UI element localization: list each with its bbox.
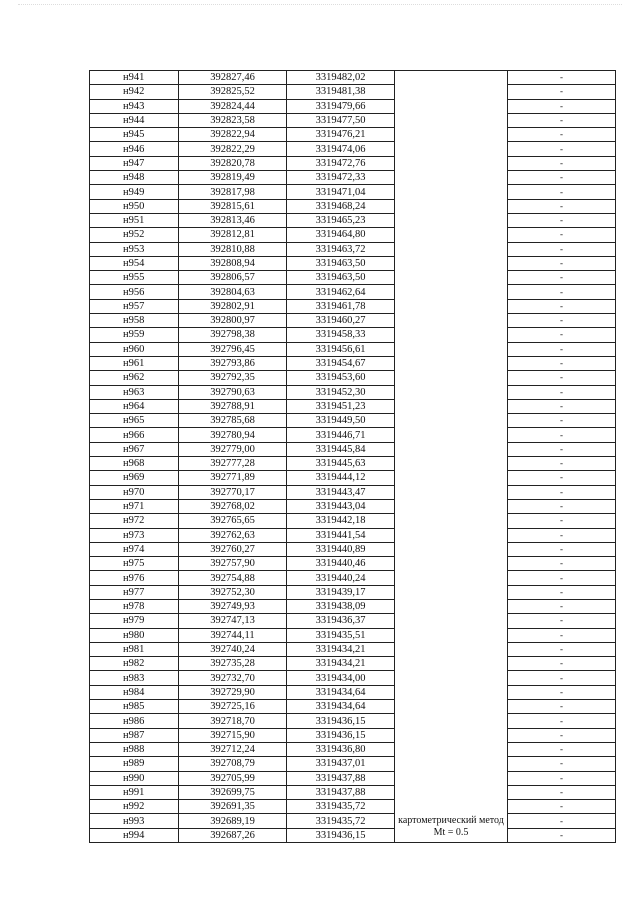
y-coordinate-cell: 3319441,54 — [287, 528, 395, 542]
point-id-cell: н944 — [90, 113, 179, 127]
note-cell: - — [508, 642, 616, 656]
point-id-cell: н958 — [90, 314, 179, 328]
table-row — [90, 614, 616, 628]
x-coordinate-cell: 392760,27 — [179, 542, 287, 556]
table-row — [90, 428, 616, 442]
y-coordinate-cell: 3319445,63 — [287, 457, 395, 471]
x-coordinate-cell: 392820,78 — [179, 156, 287, 170]
y-coordinate-cell: 3319463,50 — [287, 256, 395, 270]
table-row — [90, 385, 616, 399]
y-coordinate-cell: 3319476,21 — [287, 128, 395, 142]
table-row — [90, 542, 616, 556]
x-coordinate-cell: 392768,02 — [179, 499, 287, 513]
point-id-cell: н962 — [90, 371, 179, 385]
x-coordinate-cell: 392822,94 — [179, 128, 287, 142]
y-coordinate-cell: 3319435,72 — [287, 800, 395, 814]
point-id-cell: н941 — [90, 71, 179, 85]
table-row — [90, 99, 616, 113]
y-coordinate-cell: 3319436,15 — [287, 714, 395, 728]
y-coordinate-cell: 3319434,21 — [287, 657, 395, 671]
x-coordinate-cell: 392819,49 — [179, 171, 287, 185]
y-coordinate-cell: 3319435,72 — [287, 814, 395, 828]
y-coordinate-cell: 3319442,18 — [287, 514, 395, 528]
x-coordinate-cell: 392790,63 — [179, 385, 287, 399]
note-cell: - — [508, 700, 616, 714]
point-id-cell: н963 — [90, 385, 179, 399]
x-coordinate-cell: 392735,28 — [179, 657, 287, 671]
note-cell: - — [508, 271, 616, 285]
table-row — [90, 742, 616, 756]
note-cell: - — [508, 256, 616, 270]
point-id-cell: н948 — [90, 171, 179, 185]
method-cell: картометрический метод Mt = 0.5 — [395, 71, 508, 843]
y-coordinate-cell: 3319461,78 — [287, 299, 395, 313]
x-coordinate-cell: 392699,75 — [179, 785, 287, 799]
note-cell: - — [508, 528, 616, 542]
point-id-cell: н977 — [90, 585, 179, 599]
note-cell: - — [508, 628, 616, 642]
note-cell: - — [508, 128, 616, 142]
table-row — [90, 514, 616, 528]
y-coordinate-cell: 3319445,84 — [287, 442, 395, 456]
y-coordinate-cell: 3319434,64 — [287, 700, 395, 714]
y-coordinate-cell: 3319436,15 — [287, 728, 395, 742]
x-coordinate-cell: 392732,70 — [179, 671, 287, 685]
point-id-cell: н981 — [90, 642, 179, 656]
x-coordinate-cell: 392796,45 — [179, 342, 287, 356]
y-coordinate-cell: 3319463,50 — [287, 271, 395, 285]
point-id-cell: н992 — [90, 800, 179, 814]
point-id-cell: н957 — [90, 299, 179, 313]
note-cell: - — [508, 728, 616, 742]
note-cell: - — [508, 671, 616, 685]
x-coordinate-cell: 392712,24 — [179, 742, 287, 756]
point-id-cell: н975 — [90, 557, 179, 571]
table-row — [90, 242, 616, 256]
note-cell: - — [508, 99, 616, 113]
point-id-cell: н974 — [90, 542, 179, 556]
point-id-cell: н985 — [90, 700, 179, 714]
point-id-cell: н978 — [90, 599, 179, 613]
table-row — [90, 71, 616, 85]
note-cell: - — [508, 771, 616, 785]
table-row — [90, 800, 616, 814]
coordinates-table — [89, 70, 616, 843]
y-coordinate-cell: 3319481,38 — [287, 85, 395, 99]
table-row — [90, 199, 616, 213]
x-coordinate-cell: 392744,11 — [179, 628, 287, 642]
note-cell: - — [508, 399, 616, 413]
y-coordinate-cell: 3319453,60 — [287, 371, 395, 385]
point-id-cell: н964 — [90, 399, 179, 413]
table-row — [90, 771, 616, 785]
x-coordinate-cell: 392780,94 — [179, 428, 287, 442]
table-row — [90, 299, 616, 313]
table-row — [90, 128, 616, 142]
point-id-cell: н994 — [90, 828, 179, 842]
x-coordinate-cell: 392813,46 — [179, 213, 287, 227]
note-cell: - — [508, 785, 616, 799]
point-id-cell: н947 — [90, 156, 179, 170]
table-row — [90, 528, 616, 542]
note-cell: - — [508, 285, 616, 299]
point-id-cell: н950 — [90, 199, 179, 213]
x-coordinate-cell: 392770,17 — [179, 485, 287, 499]
x-coordinate-cell: 392762,63 — [179, 528, 287, 542]
x-coordinate-cell: 392752,30 — [179, 585, 287, 599]
note-cell: - — [508, 457, 616, 471]
x-coordinate-cell: 392806,57 — [179, 271, 287, 285]
y-coordinate-cell: 3319474,06 — [287, 142, 395, 156]
table-row — [90, 499, 616, 513]
note-cell: - — [508, 542, 616, 556]
y-coordinate-cell: 3319443,04 — [287, 499, 395, 513]
point-id-cell: н949 — [90, 185, 179, 199]
x-coordinate-cell: 392705,99 — [179, 771, 287, 785]
note-cell: - — [508, 242, 616, 256]
table-row — [90, 700, 616, 714]
note-cell: - — [508, 800, 616, 814]
x-coordinate-cell: 392689,19 — [179, 814, 287, 828]
point-id-cell: н967 — [90, 442, 179, 456]
x-coordinate-cell: 392802,91 — [179, 299, 287, 313]
x-coordinate-cell: 392754,88 — [179, 571, 287, 585]
note-cell: - — [508, 414, 616, 428]
table-row — [90, 485, 616, 499]
note-cell: - — [508, 342, 616, 356]
table-row — [90, 671, 616, 685]
x-coordinate-cell: 392798,38 — [179, 328, 287, 342]
y-coordinate-cell: 3319434,64 — [287, 685, 395, 699]
coordinates-table-body — [90, 71, 616, 843]
x-coordinate-cell: 392771,89 — [179, 471, 287, 485]
table-row — [90, 728, 616, 742]
table-row — [90, 85, 616, 99]
note-cell: - — [508, 571, 616, 585]
note-cell: - — [508, 328, 616, 342]
y-coordinate-cell: 3319471,04 — [287, 185, 395, 199]
x-coordinate-cell: 392691,35 — [179, 800, 287, 814]
point-id-cell: н989 — [90, 757, 179, 771]
note-cell: - — [508, 356, 616, 370]
table-row — [90, 814, 616, 828]
table-row — [90, 685, 616, 699]
point-id-cell: н968 — [90, 457, 179, 471]
note-cell: - — [508, 185, 616, 199]
note-cell: - — [508, 314, 616, 328]
point-id-cell: н942 — [90, 85, 179, 99]
point-id-cell: н990 — [90, 771, 179, 785]
y-coordinate-cell: 3319437,88 — [287, 771, 395, 785]
x-coordinate-cell: 392718,70 — [179, 714, 287, 728]
note-cell: - — [508, 742, 616, 756]
note-cell: - — [508, 828, 616, 842]
point-id-cell: н970 — [90, 485, 179, 499]
point-id-cell: н945 — [90, 128, 179, 142]
note-cell: - — [508, 213, 616, 227]
x-coordinate-cell: 392708,79 — [179, 757, 287, 771]
x-coordinate-cell: 392715,90 — [179, 728, 287, 742]
note-cell: - — [508, 156, 616, 170]
x-coordinate-cell: 392800,97 — [179, 314, 287, 328]
point-id-cell: н951 — [90, 213, 179, 227]
table-row — [90, 228, 616, 242]
table-row — [90, 271, 616, 285]
x-coordinate-cell: 392779,00 — [179, 442, 287, 456]
point-id-cell: н972 — [90, 514, 179, 528]
point-id-cell: н983 — [90, 671, 179, 685]
point-id-cell: н986 — [90, 714, 179, 728]
table-row — [90, 828, 616, 842]
x-coordinate-cell: 392810,88 — [179, 242, 287, 256]
y-coordinate-cell: 3319479,66 — [287, 99, 395, 113]
y-coordinate-cell: 3319437,88 — [287, 785, 395, 799]
table-row — [90, 356, 616, 370]
table-row — [90, 642, 616, 656]
note-cell: - — [508, 442, 616, 456]
point-id-cell: н988 — [90, 742, 179, 756]
x-coordinate-cell: 392788,91 — [179, 399, 287, 413]
note-cell: - — [508, 142, 616, 156]
table-row — [90, 142, 616, 156]
y-coordinate-cell: 3319440,89 — [287, 542, 395, 556]
page-header-noise — [18, 4, 622, 19]
point-id-cell: н976 — [90, 571, 179, 585]
y-coordinate-cell: 3319436,37 — [287, 614, 395, 628]
table-row — [90, 256, 616, 270]
note-cell: - — [508, 371, 616, 385]
note-cell: - — [508, 485, 616, 499]
x-coordinate-cell: 392785,68 — [179, 414, 287, 428]
note-cell: - — [508, 514, 616, 528]
table-row — [90, 757, 616, 771]
x-coordinate-cell: 392825,52 — [179, 85, 287, 99]
note-cell: - — [508, 71, 616, 85]
note-cell: - — [508, 685, 616, 699]
table-row — [90, 599, 616, 613]
y-coordinate-cell: 3319477,50 — [287, 113, 395, 127]
point-id-cell: н966 — [90, 428, 179, 442]
point-id-cell: н954 — [90, 256, 179, 270]
y-coordinate-cell: 3319464,80 — [287, 228, 395, 242]
y-coordinate-cell: 3319454,67 — [287, 356, 395, 370]
y-coordinate-cell: 3319449,50 — [287, 414, 395, 428]
x-coordinate-cell: 392823,58 — [179, 113, 287, 127]
table-row — [90, 414, 616, 428]
note-cell: - — [508, 471, 616, 485]
note-cell: - — [508, 171, 616, 185]
y-coordinate-cell: 3319437,01 — [287, 757, 395, 771]
y-coordinate-cell: 3319446,71 — [287, 428, 395, 442]
x-coordinate-cell: 392822,29 — [179, 142, 287, 156]
y-coordinate-cell: 3319444,12 — [287, 471, 395, 485]
note-cell: - — [508, 385, 616, 399]
point-id-cell: н993 — [90, 814, 179, 828]
point-id-cell: н952 — [90, 228, 179, 242]
table-row — [90, 585, 616, 599]
y-coordinate-cell: 3319439,17 — [287, 585, 395, 599]
y-coordinate-cell: 3319451,23 — [287, 399, 395, 413]
x-coordinate-cell: 392777,28 — [179, 457, 287, 471]
x-coordinate-cell: 392812,81 — [179, 228, 287, 242]
y-coordinate-cell: 3319463,72 — [287, 242, 395, 256]
table-row — [90, 442, 616, 456]
table-row — [90, 113, 616, 127]
y-coordinate-cell: 3319460,27 — [287, 314, 395, 328]
point-id-cell: н971 — [90, 499, 179, 513]
note-cell: - — [508, 499, 616, 513]
table-row — [90, 628, 616, 642]
x-coordinate-cell: 392815,61 — [179, 199, 287, 213]
point-id-cell: н961 — [90, 356, 179, 370]
y-coordinate-cell: 3319468,24 — [287, 199, 395, 213]
y-coordinate-cell: 3319440,46 — [287, 557, 395, 571]
note-cell: - — [508, 585, 616, 599]
y-coordinate-cell: 3319482,02 — [287, 71, 395, 85]
note-cell: - — [508, 428, 616, 442]
note-cell: - — [508, 757, 616, 771]
note-cell: - — [508, 299, 616, 313]
table-row — [90, 213, 616, 227]
note-cell: - — [508, 228, 616, 242]
x-coordinate-cell: 392747,13 — [179, 614, 287, 628]
point-id-cell: н953 — [90, 242, 179, 256]
note-cell: - — [508, 814, 616, 828]
note-cell: - — [508, 85, 616, 99]
point-id-cell: н991 — [90, 785, 179, 799]
point-id-cell: н943 — [90, 99, 179, 113]
y-coordinate-cell: 3319465,23 — [287, 213, 395, 227]
table-row — [90, 371, 616, 385]
note-cell: - — [508, 199, 616, 213]
table-row — [90, 328, 616, 342]
y-coordinate-cell: 3319452,30 — [287, 385, 395, 399]
point-id-cell: н973 — [90, 528, 179, 542]
point-id-cell: н946 — [90, 142, 179, 156]
x-coordinate-cell: 392740,24 — [179, 642, 287, 656]
y-coordinate-cell: 3319472,33 — [287, 171, 395, 185]
y-coordinate-cell: 3319456,61 — [287, 342, 395, 356]
y-coordinate-cell: 3319440,24 — [287, 571, 395, 585]
x-coordinate-cell: 392725,16 — [179, 700, 287, 714]
x-coordinate-cell: 392793,86 — [179, 356, 287, 370]
table-row — [90, 785, 616, 799]
point-id-cell: н969 — [90, 471, 179, 485]
note-cell: - — [508, 599, 616, 613]
y-coordinate-cell: 3319436,80 — [287, 742, 395, 756]
y-coordinate-cell: 3319443,47 — [287, 485, 395, 499]
y-coordinate-cell: 3319472,76 — [287, 156, 395, 170]
x-coordinate-cell: 392804,63 — [179, 285, 287, 299]
x-coordinate-cell: 392808,94 — [179, 256, 287, 270]
point-id-cell: н959 — [90, 328, 179, 342]
table-row — [90, 171, 616, 185]
table-row — [90, 571, 616, 585]
x-coordinate-cell: 392757,90 — [179, 557, 287, 571]
note-cell: - — [508, 714, 616, 728]
point-id-cell: н960 — [90, 342, 179, 356]
y-coordinate-cell: 3319434,21 — [287, 642, 395, 656]
x-coordinate-cell: 392792,35 — [179, 371, 287, 385]
point-id-cell: н965 — [90, 414, 179, 428]
note-cell: - — [508, 657, 616, 671]
y-coordinate-cell: 3319458,33 — [287, 328, 395, 342]
table-row — [90, 457, 616, 471]
note-cell: - — [508, 557, 616, 571]
point-id-cell: н984 — [90, 685, 179, 699]
table-row — [90, 399, 616, 413]
x-coordinate-cell: 392827,46 — [179, 71, 287, 85]
y-coordinate-cell: 3319434,00 — [287, 671, 395, 685]
table-row — [90, 185, 616, 199]
table-row — [90, 342, 616, 356]
point-id-cell: н955 — [90, 271, 179, 285]
note-cell: - — [508, 113, 616, 127]
point-id-cell: н980 — [90, 628, 179, 642]
y-coordinate-cell: 3319438,09 — [287, 599, 395, 613]
y-coordinate-cell: 3319435,51 — [287, 628, 395, 642]
table-row — [90, 471, 616, 485]
x-coordinate-cell: 392729,90 — [179, 685, 287, 699]
table-row — [90, 657, 616, 671]
point-id-cell: н987 — [90, 728, 179, 742]
table-row — [90, 314, 616, 328]
x-coordinate-cell: 392824,44 — [179, 99, 287, 113]
point-id-cell: н982 — [90, 657, 179, 671]
table-row — [90, 714, 616, 728]
note-cell: - — [508, 614, 616, 628]
point-id-cell: н956 — [90, 285, 179, 299]
table-row — [90, 557, 616, 571]
x-coordinate-cell: 392765,65 — [179, 514, 287, 528]
y-coordinate-cell: 3319436,15 — [287, 828, 395, 842]
x-coordinate-cell: 392687,26 — [179, 828, 287, 842]
x-coordinate-cell: 392749,93 — [179, 599, 287, 613]
point-id-cell: н979 — [90, 614, 179, 628]
y-coordinate-cell: 3319462,64 — [287, 285, 395, 299]
table-row — [90, 156, 616, 170]
x-coordinate-cell: 392817,98 — [179, 185, 287, 199]
table-row — [90, 285, 616, 299]
